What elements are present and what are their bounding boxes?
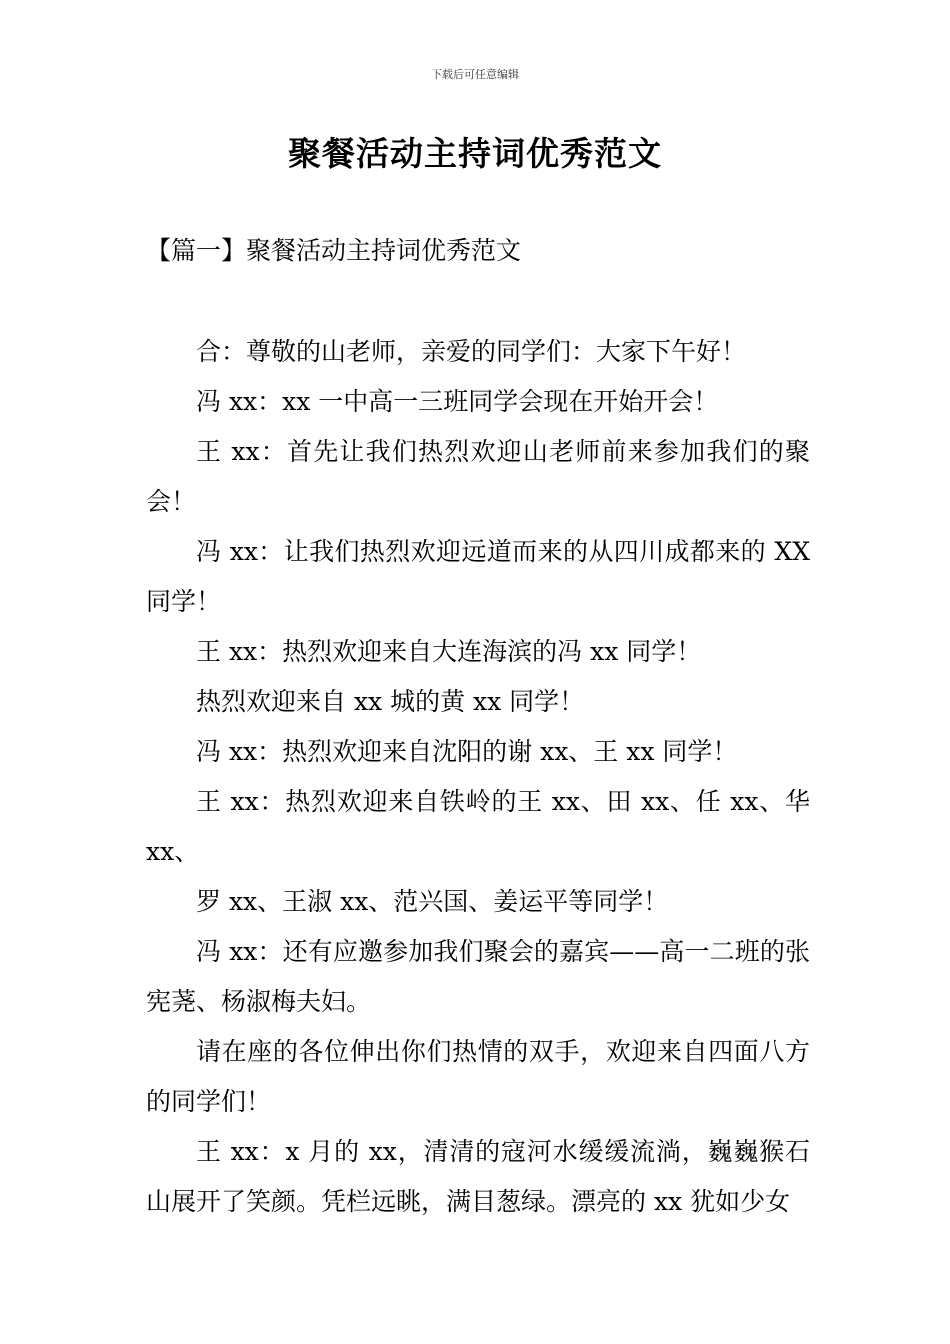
paragraph: 王 xx：热烈欢迎来自大连海滨的冯 xx 同学！ — [196, 637, 702, 666]
paragraph: 王 xx：热烈欢迎来自铁岭的王 xx、田 xx、任 xx、华 xx、 — [146, 787, 810, 866]
paragraph: 冯 xx：让我们热烈欢迎远道而来的从四川成都来的 XX 同学！ — [146, 537, 810, 616]
paragraph: 冯 xx：还有应邀参加我们聚会的嘉宾——高一二班的张宪荛、杨淑梅夫妇。 — [146, 937, 810, 1016]
paragraph: 热烈欢迎来自 xx 城的黄 xx 同学！ — [196, 687, 585, 716]
paragraph: 冯 xx：热烈欢迎来自沈阳的谢 xx、王 xx 同学！ — [196, 737, 738, 766]
paragraph: 王 xx：首先让我们热烈欢迎山老师前来参加我们的聚会！ — [146, 437, 810, 516]
paragraph: 王 xx：x 月的 xx，清清的寇河水缓缓流淌，巍巍猴石山展开了笑颜。凭栏远眺，满目葱绿。漂亮的 xx 犹如少女 — [146, 1137, 810, 1216]
paragraph: 请在座的各位伸出你们热情的双手，欢迎来自四面八方的同学们！ — [146, 1037, 810, 1116]
document-body — [146, 327, 810, 1227]
paragraph: 罗 xx、王淑 xx、范兴国、姜运平等同学！ — [196, 887, 669, 916]
document-title: 聚餐活动主持词优秀范文 — [288, 134, 662, 173]
paragraph: 合：尊敬的山老师，亲爱的同学们：大家下午好！ — [196, 337, 747, 366]
paragraph: 冯 xx：xx 一中高一三班同学会现在开始开会！ — [196, 387, 719, 416]
section-heading: 【篇一】聚餐活动主持词优秀范文 — [146, 236, 522, 265]
header-note: 下载后可任意编辑 — [431, 68, 519, 81]
